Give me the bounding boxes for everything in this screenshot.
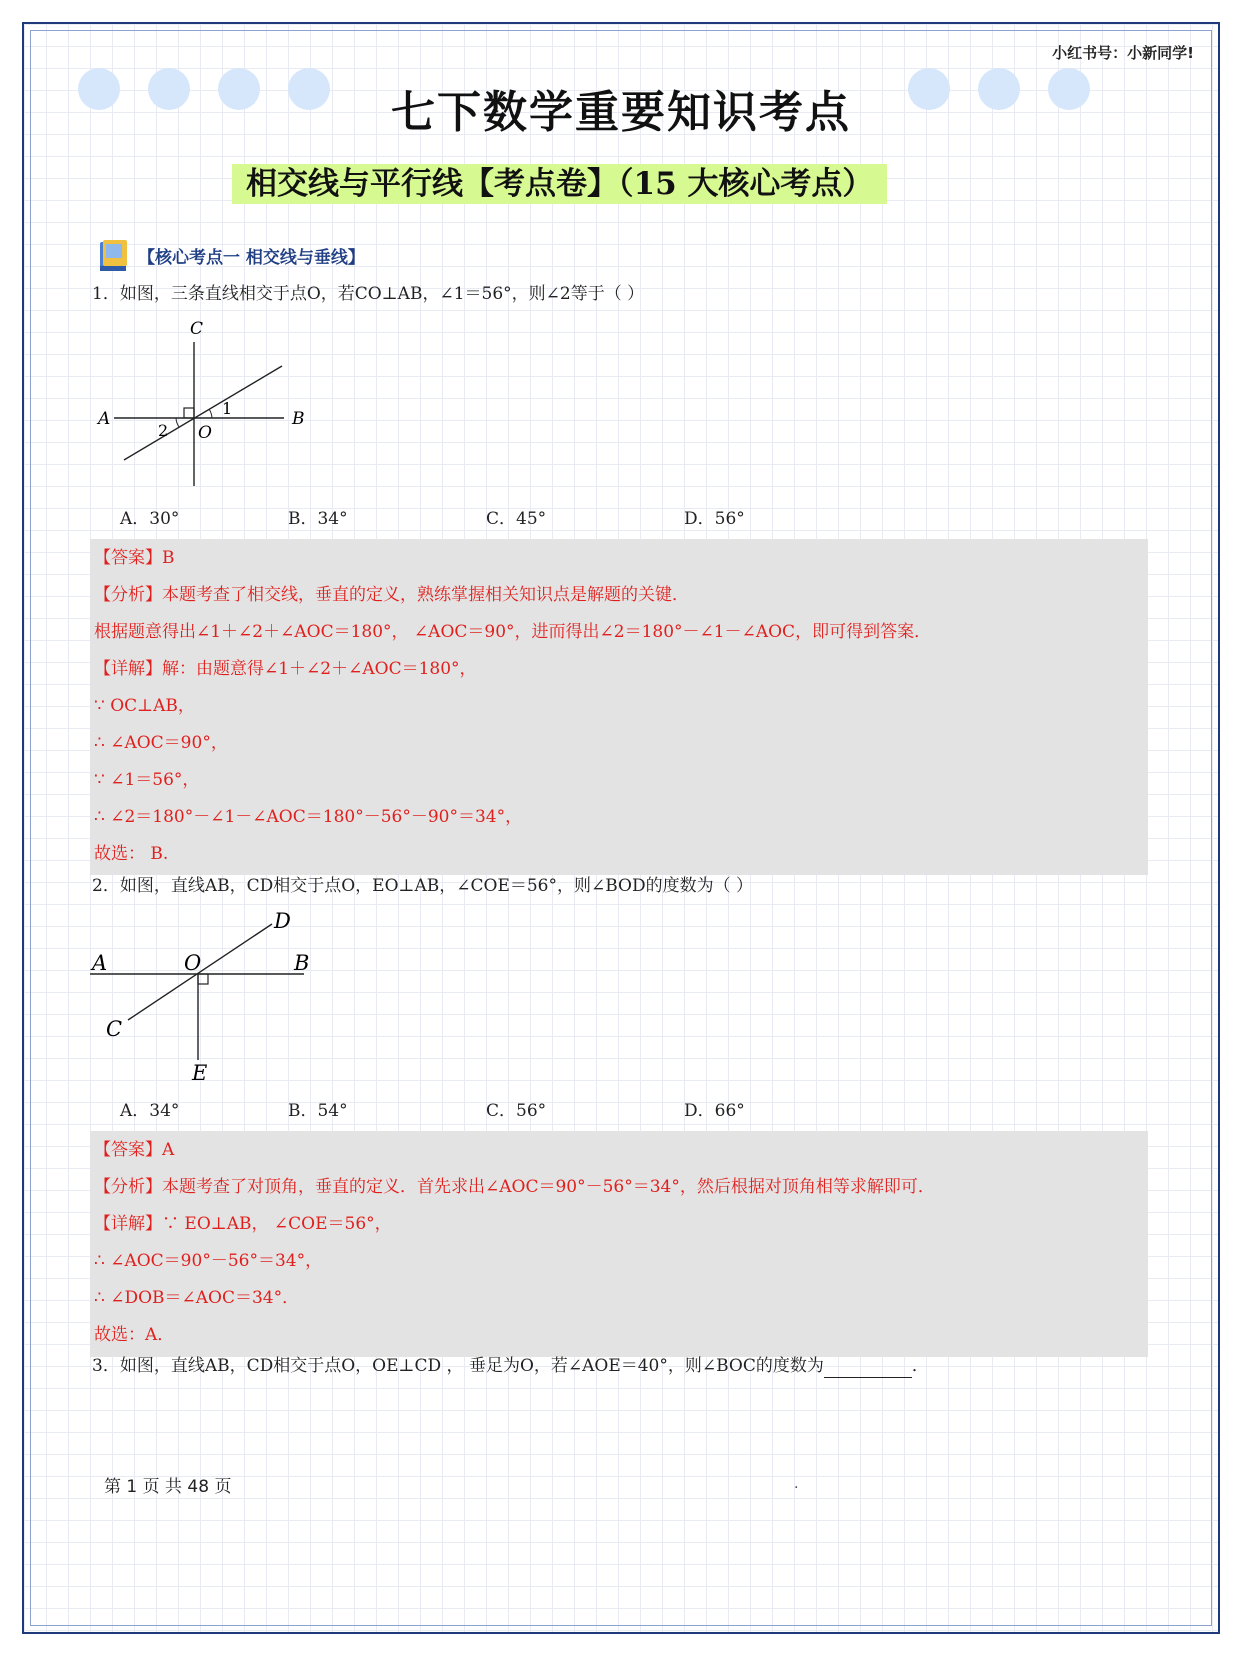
answer-line: ∴ ∠2＝180°－∠1－∠AOC＝180°－56°－90°＝34°， — [94, 807, 523, 827]
footer-dot: . — [794, 1476, 799, 1492]
angle-1-arc — [209, 409, 212, 418]
answer-line: ∴ ∠DOB＝∠AOC＝34°． — [94, 1288, 300, 1308]
question-3-stem — [92, 1354, 929, 1378]
answer-line: ∵ ∠1＝56°， — [94, 770, 200, 790]
choice-c[interactable]: C．45° — [486, 509, 547, 529]
label-o: O — [184, 951, 202, 975]
page-subtitle: 相交线与平行线【考点卷】（15 大核心考点） — [232, 164, 887, 204]
choice-a[interactable]: A．34° — [120, 1101, 180, 1121]
choice-a[interactable]: A．30° — [120, 509, 180, 529]
section-header — [96, 234, 365, 276]
label-b: B — [292, 409, 305, 429]
choice-c[interactable]: C．56° — [486, 1101, 547, 1121]
answer-line: 【答案】B — [94, 548, 175, 568]
label-1: 1 — [222, 399, 233, 418]
question-2-stem: 2．如图，直线AB，CD相交于点O，EO⊥AB，∠COE＝56°，则∠BOD的度数为（ ） — [92, 876, 754, 896]
answer-line: 故选：A． — [94, 1325, 175, 1345]
page-title: 七下数学重要知识考点 — [391, 87, 851, 138]
line-slant — [124, 366, 282, 460]
answer-line: 根据题意得出∠1＋∠2＋∠AOC＝180°， ∠AOC＝90°，进而得出∠2＝180°－∠1－∠AOC，即可得到答案． — [94, 622, 932, 642]
answer-line: 【详解】解：由题意得∠1＋∠2＋∠AOC＝180°， — [94, 659, 477, 679]
choice-d[interactable]: D．66° — [684, 1101, 745, 1121]
page-frame — [22, 22, 1220, 1634]
subtitle-wrap — [232, 164, 887, 204]
choice-b[interactable]: B．34° — [288, 509, 348, 529]
answer-line: 【分析】本题考查了对顶角，垂直的定义．首先求出∠AOC＝90°－56°＝34°，然后根据对顶角相等求解即可． — [94, 1177, 935, 1197]
watermark: 小红书号：小新同学! — [1052, 44, 1194, 62]
label-b: B — [294, 951, 310, 975]
section-title: 【核心考点一 相交线与垂线】 — [138, 247, 365, 268]
question-1-answer — [90, 539, 1148, 875]
question-3-text: 3．如图，直线AB，CD相交于点O，OE⊥CD ， 垂足为O，若∠AOE＝40°，则∠BOC的度数为 — [92, 1356, 824, 1376]
right-angle-mark — [184, 408, 194, 418]
book-icon — [96, 236, 132, 274]
answer-line: ∵ OC⊥AB， — [94, 696, 195, 716]
choice-d[interactable]: D．56° — [684, 509, 745, 529]
label-a: A — [98, 409, 111, 429]
question-2-figure — [84, 908, 344, 1084]
question-1-stem: 1．如图，三条直线相交于点O，若CO⊥AB，∠1＝56°，则∠2等于（ ） — [92, 284, 645, 304]
answer-line: ∴ ∠AOC＝90°－56°＝34°， — [94, 1251, 323, 1271]
answer-line: ∴ ∠AOC＝90°， — [94, 733, 228, 753]
answer-line: 【答案】A — [94, 1140, 175, 1160]
label-e: E — [192, 1061, 208, 1084]
angle-2-arc — [176, 418, 179, 427]
right-angle-mark — [198, 974, 208, 984]
question-3-end: ． — [911, 1356, 929, 1376]
label-d: D — [274, 909, 291, 933]
page-number: 第 1 页 共 48 页 — [104, 1477, 232, 1497]
label-a: A — [92, 951, 108, 975]
answer-blank[interactable] — [824, 1359, 912, 1378]
label-c: C — [106, 1017, 123, 1041]
question-2-answer — [90, 1131, 1148, 1357]
answer-line: 【详解】∵ EO⊥AB， ∠COE＝56°， — [94, 1214, 392, 1234]
choice-b[interactable]: B．54° — [288, 1101, 348, 1121]
label-o: O — [198, 423, 212, 443]
label-2: 2 — [158, 421, 169, 440]
answer-line: 故选： B. — [94, 844, 169, 864]
answer-line: 【分析】本题考查了相交线，垂直的定义，熟练掌握相关知识点是解题的关键． — [94, 585, 689, 605]
question-1-figure — [90, 320, 330, 492]
label-c: C — [190, 320, 204, 339]
